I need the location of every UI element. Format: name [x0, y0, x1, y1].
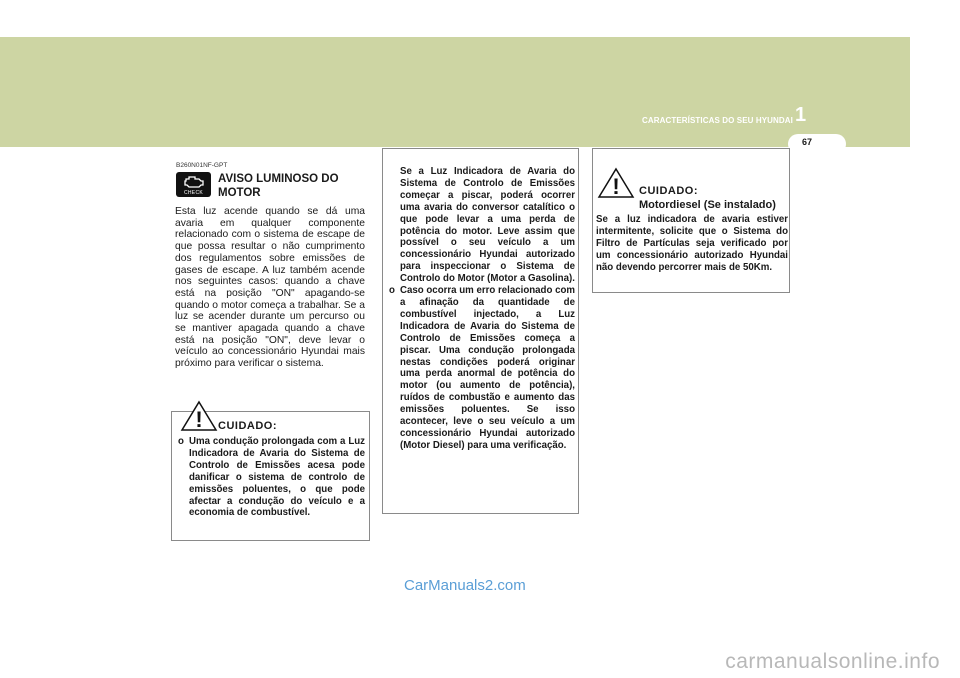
section-body: Esta luz acende quando se dá uma avaria em qualquer componente relacionado com o sistema de escape de que possa resultar o não cumprimento dos regulamentos sobre emissões de gases de escape. A luz também acende nos seguintes casos: quando a chave está na posição "ON" apagando-se quando o motor começa a trabalhar. Se a luz se acender durante um percurso ou se mantiver apagada quando a chave está na posição "ON", deve levar o veículo ao concessionário Hyundai mais próximo para verificar o sistema.: [175, 206, 365, 370]
list-item-text: Se a Luz Indicadora de Avaria do Sistema de Controlo de Emissões começar a piscar, poderá ocorrer uma avaria do conversor catalítico o que pode levar a uma perda de potência do motor. Leve assim que possível o seu veículo a um concessionário Hyundai autorizado para inspeccionar o Sistema de Controlo do Motor (Motor a Gasolina).: [400, 166, 575, 285]
watermark-footer: carmanualsonline.info: [725, 650, 940, 673]
chapter-title: CARACTERÍSTICAS DO SEU HYUNDAI: [641, 116, 793, 125]
warning-icon: [597, 167, 635, 199]
bullet-mark: o: [389, 285, 395, 297]
caution-subtitle: Motordiesel (Se instalado): [639, 199, 776, 211]
check-label: CHECK: [183, 190, 203, 196]
caution-list: [178, 436, 365, 519]
check-engine-icon: [176, 172, 211, 197]
header-band: [0, 37, 910, 147]
caution-box-middle: [382, 148, 579, 514]
caution-list: [389, 166, 575, 452]
svg-text:!: !: [612, 174, 620, 199]
section-title: AVISO LUMINOSO DO MOTOR: [218, 173, 339, 199]
caution-title: CUIDADO:: [639, 185, 698, 197]
list-item: [389, 285, 575, 452]
svg-text:!: !: [195, 407, 203, 432]
list-item-text: Caso ocorra um erro relacionado com a afinação da quantidade de combustível injectado, a Luz Indicadora de Avaria do Sistema de Controlo de Emissões começa a piscar. Uma condução prolongada nestas condições poderá originar uma perda anormal de potência do motor (ou aumento de potência), ruídos de combustão e aumento das emissões poluentes. Se isso acontecer, leve o seu veículo a um concessionário Hyundai autorizado (Motor Diesel) para uma verificação.: [400, 285, 575, 451]
caution-box-left: [171, 407, 370, 541]
section-code: B260N01NF-GPT: [176, 162, 228, 169]
watermark-center: CarManuals2.com: [404, 577, 526, 594]
caution-title: CUIDADO:: [218, 420, 277, 432]
page-number: 67: [801, 137, 812, 147]
list-item: [178, 436, 365, 519]
caution-box-right: [592, 148, 790, 293]
list-item-text: Uma condução prolongada com a Luz Indicadora de Avaria do Sistema de Controlo de Emissões acesa pode danificar o sistema de controlo de emissões poluentes, o que pode afectar a condução do veículo e a economia de combustível.: [189, 436, 365, 519]
list-item: [389, 166, 575, 285]
warning-icon: [180, 400, 218, 432]
chapter-number: 1: [795, 104, 807, 126]
caution-body: Se a luz indicadora de avaria estiver intermitente, solicite que o Sistema do Filtro de Partículas seja verificado por um concessionário autorizado Hyundai não devendo percorrer mais de 50Km.: [596, 214, 788, 273]
bullet-mark: o: [178, 436, 184, 447]
